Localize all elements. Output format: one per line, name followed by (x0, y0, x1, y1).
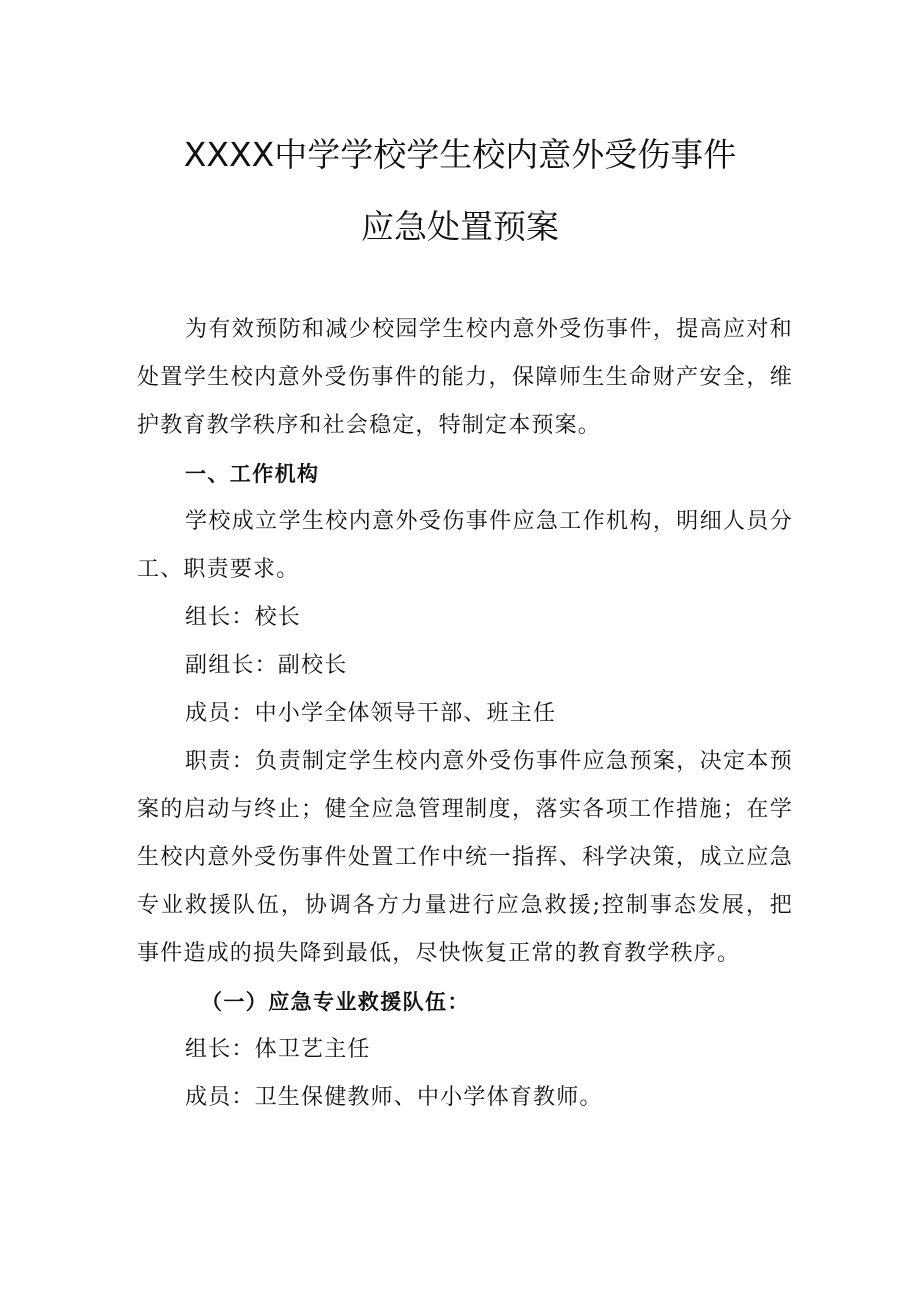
duties-paragraph: 职责：负责制定学生校内意外受伤事件应急预案，决定本预案的启动与终止；健全应急管理制度，落实各项工作措施；在学生校内意外受伤事件处置工作中统一指挥、科学决策，成立应急专业救援队伍，协调各方力量进行应急救援;控制事态发展，把事件造成的损失降到最低，尽快恢复正常的教育教学秩序。 (137, 749, 793, 966)
document-title-line-2: 应急处置预案 (361, 207, 559, 246)
intro-paragraph: 为有效预防和减少校园学生校内意外受伤事件，提高应对和处置学生校内意外受伤事件的能力，保障师生生命财产安全，维护教育教学秩序和社会稳定，特制定本预案。 (137, 317, 793, 438)
members-line: 成员：中小学全体领导干部、班主任 (185, 701, 557, 726)
deputy-leader-line: 副组长：副校长 (185, 653, 348, 678)
team-leader-line: 组长：体卫艺主任 (185, 1037, 371, 1062)
document-body (137, 306, 793, 1122)
leader-line: 组长：校长 (185, 605, 302, 630)
section-heading-work-organization: 一、工作机构 (185, 462, 320, 486)
document-title-line-1: XXXX中学学校学生校内意外受伤事件 (183, 135, 737, 174)
team-members-line: 成员：卫生保健教师、中小学体育教师。 (185, 1085, 603, 1110)
section-intro-paragraph: 学校成立学生校内意外受伤事件应急工作机构，明细人员分工、职责要求。 (137, 509, 793, 582)
subsection-heading-rescue-team: （一）应急专业救援队伍： (201, 990, 470, 1014)
